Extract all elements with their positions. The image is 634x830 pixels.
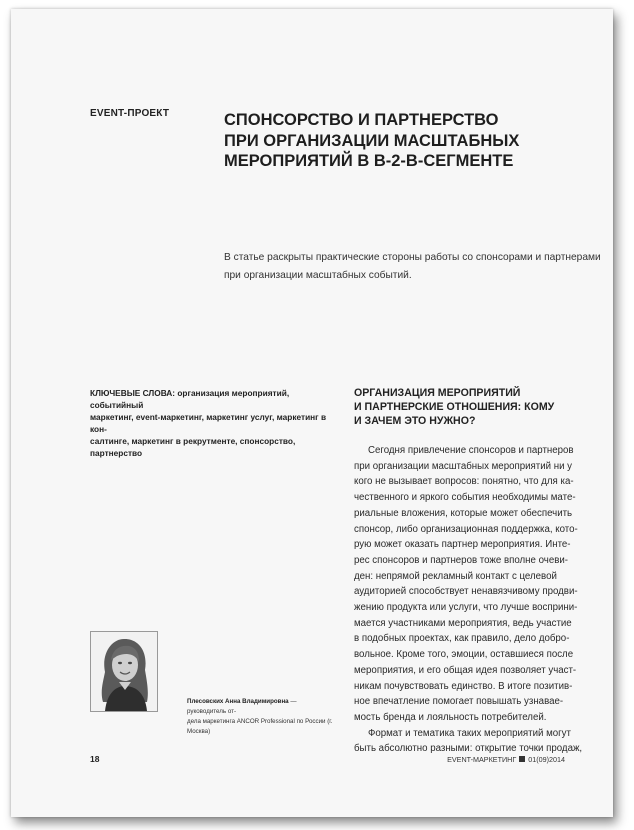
body-line: Сегодня привлечение спонсоров и партнеров — [368, 445, 574, 456]
article-title — [224, 110, 554, 172]
author-caption — [187, 697, 337, 737]
body-line: аудиторией способствует ненавязчивому продви- — [354, 586, 578, 598]
page-number: 18 — [90, 754, 100, 764]
keywords-line: салтинге, маркетинг в рекрутменте, спонсорство, партнерство — [90, 436, 296, 458]
magazine-page — [11, 9, 613, 817]
body-line: рую может оказать партнер мероприятия. Инте- — [354, 539, 571, 551]
running-footer — [447, 755, 565, 764]
title-line: СПОНСОРСТВО И ПАРТНЕРСТВО — [224, 111, 499, 129]
section-heading — [354, 386, 594, 428]
lead-line: при организации масштабных событий. — [224, 270, 412, 281]
body-line: быть абсолютно разными: открытие точки продаж, — [354, 743, 583, 755]
body-line: при организации масштабных мероприятий ни у — [354, 460, 573, 472]
lead-line: В статье раскрыты практические стороны работы со спонсорами и партнерами — [224, 252, 601, 263]
body-line: в подобных проектах, как правило, дело добро- — [354, 633, 570, 645]
author-role-line: дела маркетинга ANCOR Professional по России (г. Москва) — [187, 718, 333, 735]
section-heading-line: ОРГАНИЗАЦИЯ МЕРОПРИЯТИЙ — [354, 387, 521, 399]
body-line: мость бренда и лояльность потребителей. — [354, 711, 547, 723]
keywords-line: КЛЮЧЕВЫЕ СЛОВА: организация мероприятий, событийный — [90, 388, 290, 410]
body-text — [354, 443, 599, 757]
section-heading-line: И ПАРТНЕРСКИЕ ОТНОШЕНИЯ: КОМУ — [354, 401, 555, 413]
issue-number: 01(09)2014 — [528, 755, 565, 764]
keywords-line: маркетинг, event-маркетинг, маркетинг услуг, маркетинг в кон- — [90, 412, 327, 434]
title-line: ПРИ ОРГАНИЗАЦИИ МАСШТАБНЫХ — [224, 131, 520, 150]
paragraph-2 — [354, 726, 599, 757]
body-line: вольное. Кроме того, эмоции, оставшиеся после — [354, 649, 574, 661]
paragraph-1 — [354, 443, 599, 726]
body-line: мается участниками мероприятия, ведь участие — [354, 617, 572, 629]
body-line: риальные вложения, которые может обеспечить — [354, 507, 573, 519]
body-line: чественного и яркого события необходимы мате- — [354, 492, 576, 504]
author-role: — руководитель от- — [187, 698, 297, 715]
body-line: ное впечатление помогает повышать узнавае- — [354, 696, 564, 708]
body-line: мероприятия, и его общая идея позволяет участ- — [354, 664, 577, 676]
keywords-block — [90, 387, 332, 459]
body-line: Формат и тематика таких мероприятий могут — [368, 727, 571, 739]
body-line: рес спонсоров и партнеров тоже вполне очеви- — [354, 554, 568, 566]
article-lead — [224, 249, 604, 285]
section-heading-line: И ЗАЧЕМ ЭТО НУЖНО? — [354, 415, 476, 427]
body-line: жению продукта или услуги, что лучше восприни- — [354, 602, 578, 614]
magazine-name: EVENT-МАРКЕТИНГ — [447, 755, 517, 764]
body-line: ден: непрямой рекламный контакт с целевой — [354, 570, 557, 582]
body-line: кого не вызывает вопросов: понятно, что для ка- — [354, 476, 574, 488]
title-line: МЕРОПРИЯТИЙ В B-2-B-СЕГМЕНТЕ — [224, 152, 514, 170]
author-photo — [90, 631, 158, 712]
body-line: спонсор, либо организационная поддержка, кото- — [354, 523, 578, 535]
author-name: Плесовских Анна Владимировна — [187, 698, 289, 705]
square-separator-icon — [519, 756, 525, 762]
section-rubric: EVENT-ПРОЕКТ — [90, 108, 170, 119]
author-portrait-image — [91, 632, 157, 711]
body-line: никам почувствовать единство. В итоге позитив- — [354, 680, 573, 692]
